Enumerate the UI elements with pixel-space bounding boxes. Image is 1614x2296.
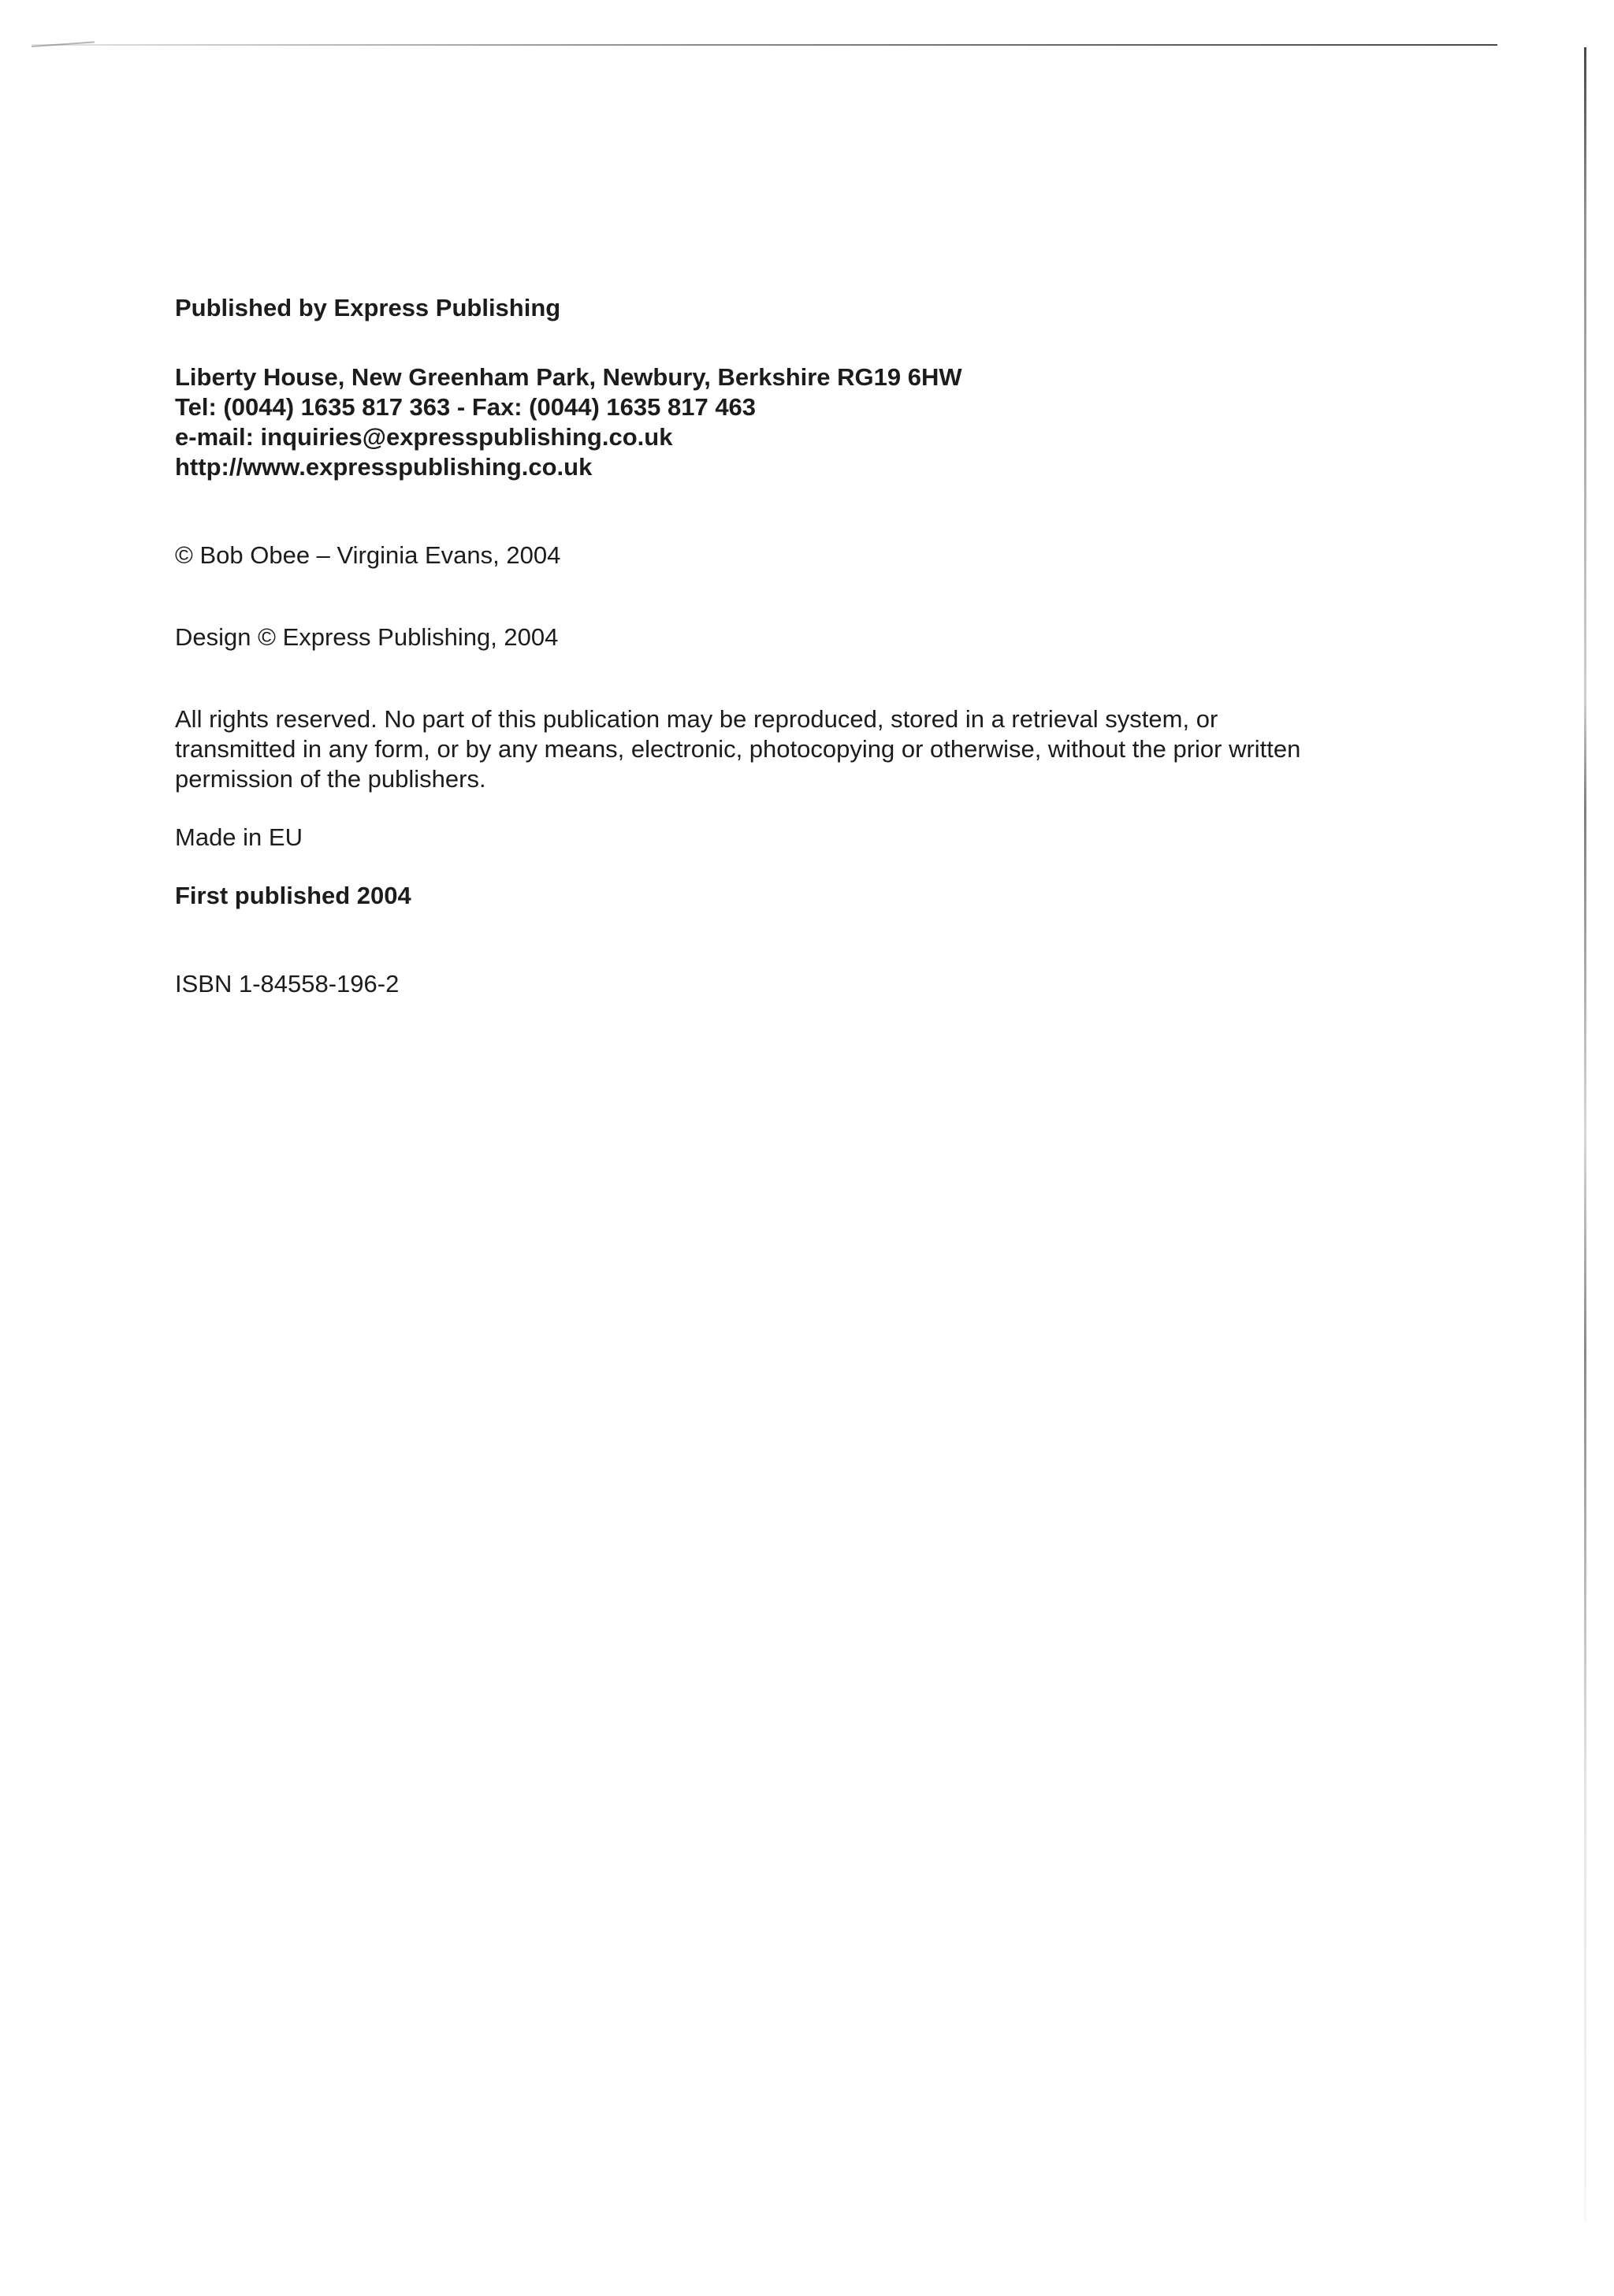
made-in: Made in EU (175, 823, 303, 851)
publisher-heading: Published by Express Publishing (175, 294, 561, 321)
publisher-contact (175, 362, 1310, 482)
copyright-authors: © Bob Obee – Virginia Evans, 2004 (175, 541, 561, 569)
publisher-email: e-mail: inquiries@expresspublishing.co.uk (175, 423, 673, 451)
imprint-content (175, 293, 1310, 999)
isbn: ISBN 1-84558-196-2 (175, 970, 400, 998)
rights-notice: All rights reserved. No part of this publication may be reproduced, stored in a retrieval system, or transmitted in any form, or by any means, electronic, photocopying or otherwise, without the prior written permission of the publishers. (175, 705, 1301, 793)
publisher-website: http://www.expresspublishing.co.uk (175, 453, 593, 481)
first-published: First published 2004 (175, 882, 411, 909)
publisher-tel-fax: Tel: (0044) 1635 817 363 - Fax: (0044) 1635 817 463 (175, 393, 757, 421)
copyright-design: Design © Express Publishing, 2004 (175, 623, 559, 651)
publisher-address: Liberty House, New Greenham Park, Newbury, Berkshire RG19 6HW (175, 363, 962, 391)
scan-top-edge (32, 44, 1497, 46)
scan-right-edge (1584, 47, 1586, 2222)
